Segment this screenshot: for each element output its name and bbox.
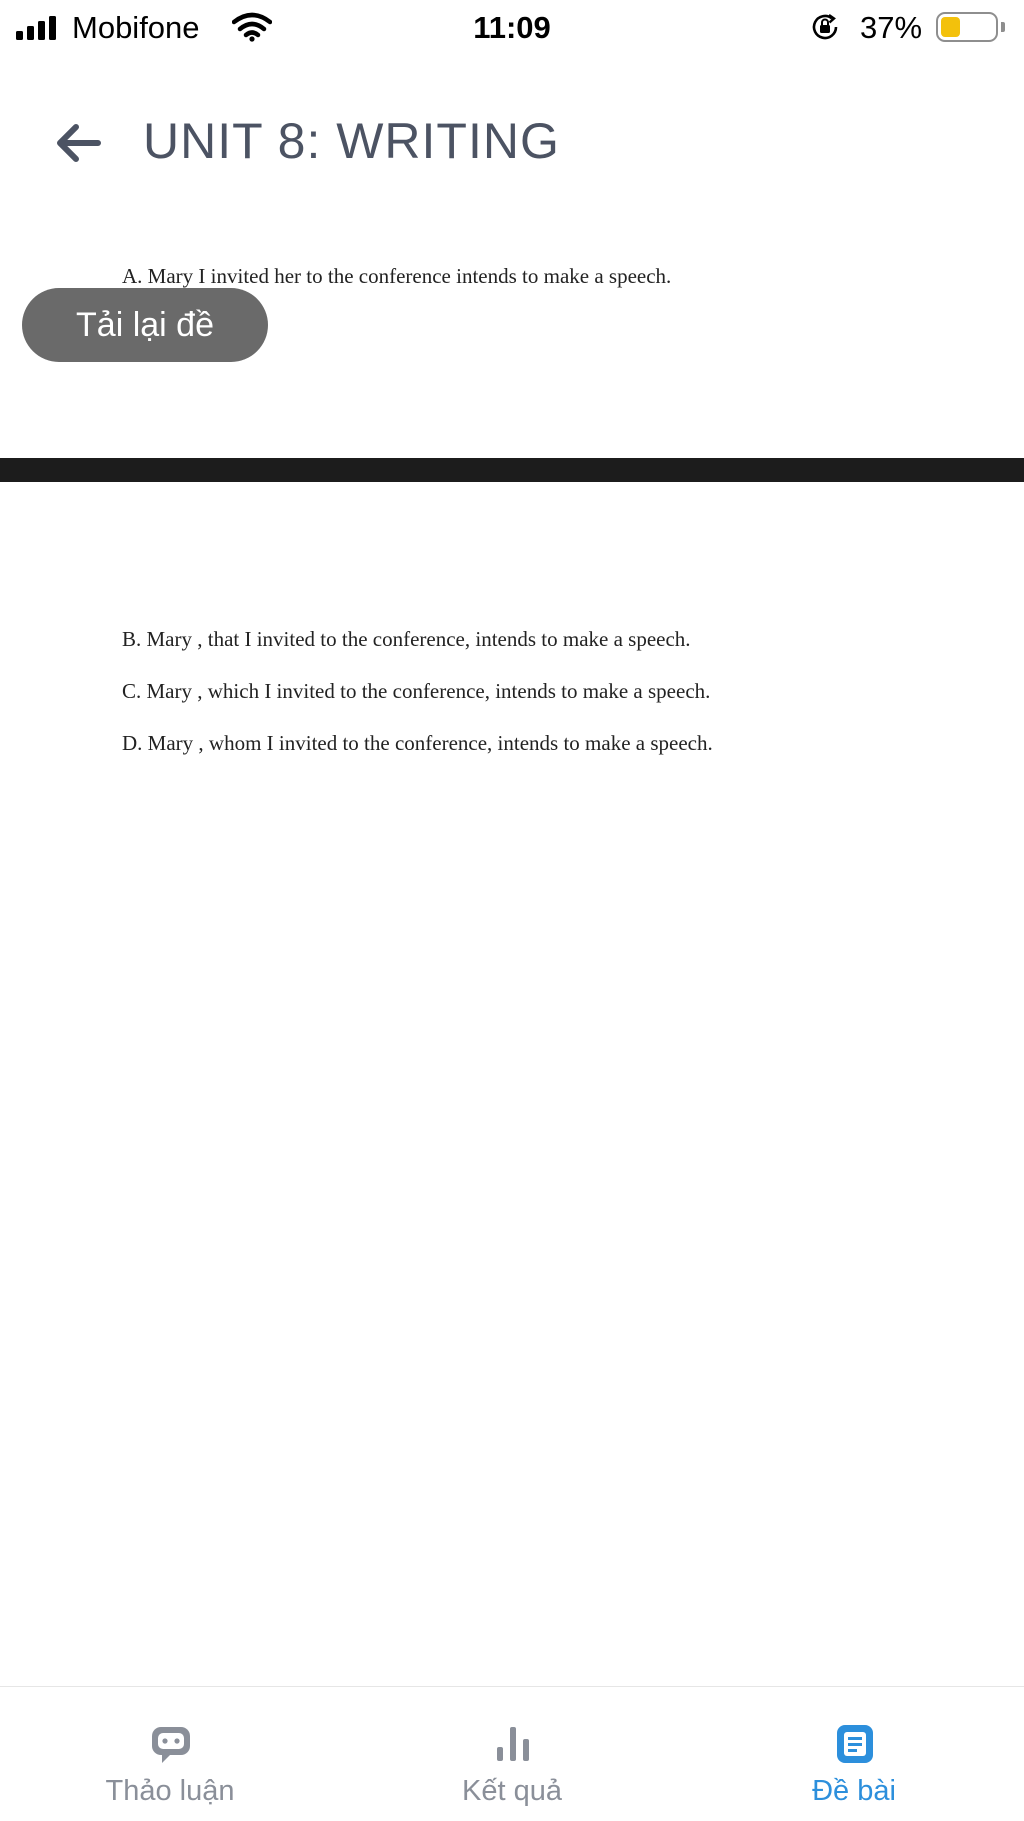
nav-tab-results[interactable] <box>392 1687 632 1821</box>
nav-label-exam: Đề bài <box>812 1775 896 1807</box>
battery-percentage: 37% <box>860 10 923 45</box>
option-a-text: A. Mary I invited her to the conference intends to make a speech. <box>122 264 672 288</box>
nav-label-results: Kết quả <box>462 1775 562 1807</box>
arrow-left-icon <box>50 118 106 168</box>
battery-icon <box>936 12 998 42</box>
rotation-lock-icon <box>810 12 840 42</box>
nav-label-discussion: Thảo luận <box>105 1775 235 1807</box>
option-c-text: C. Mary , which I invited to the conference, intends to make a speech. <box>122 679 711 703</box>
bar-chart-icon <box>492 1723 534 1765</box>
status-time: 11:09 <box>473 10 551 45</box>
back-button[interactable] <box>50 118 106 168</box>
status-bar <box>0 0 1024 56</box>
chat-icon <box>150 1723 192 1765</box>
bottom-navigation <box>0 1686 1024 1821</box>
reload-exam-button[interactable]: Tải lại đề <box>22 288 268 362</box>
nav-tab-discussion[interactable] <box>50 1687 290 1821</box>
option-d-text: D. Mary , whom I invited to the conference, intends to make a speech. <box>122 731 713 755</box>
nav-tab-exam[interactable] <box>734 1687 974 1821</box>
battery-tip <box>1001 22 1005 32</box>
battery-level <box>941 17 960 37</box>
option-b-text: B. Mary , that I invited to the conference, intends to make a speech. <box>122 627 691 651</box>
carrier-name: Mobifone <box>72 10 200 45</box>
document-icon <box>834 1723 876 1765</box>
page-title: UNIT 8: WRITING <box>143 113 560 169</box>
content-divider <box>0 458 1024 482</box>
